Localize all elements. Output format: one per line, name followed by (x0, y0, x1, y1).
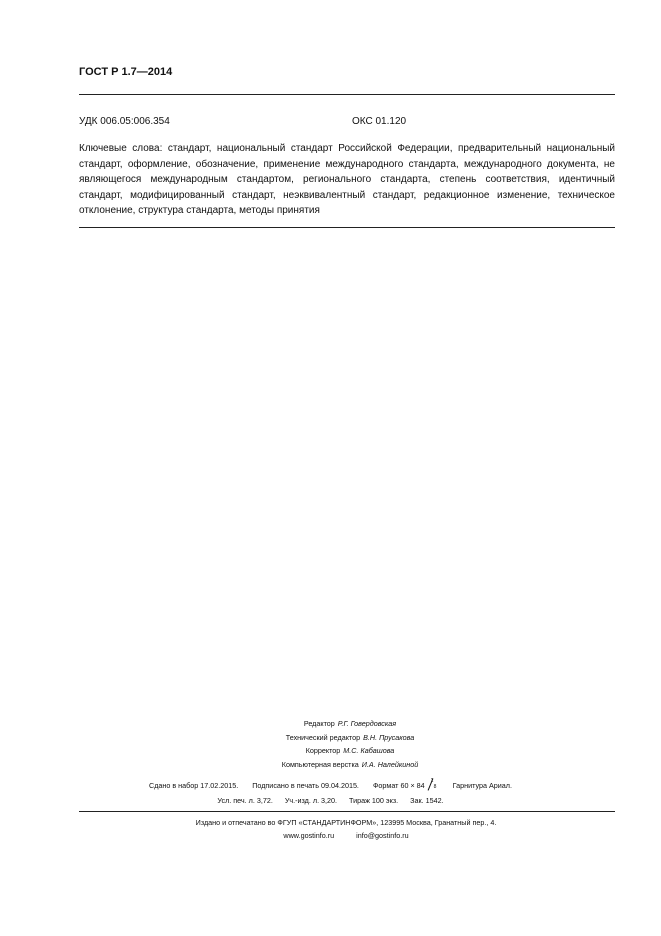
keywords-paragraph: Ключевые слова: стандарт, национальный стандарт Российской Федерации, предварительный национальный стандарт, оформление, обозначение, применение международного стандарта, международного документа, не являющегося международным стандартом, регионального стандарта, степень соответствия, идентичный стандарт, модифицированный стандарт, неэквивалентный стандарт, редакционное изменение, техническое отклонение, структура стандарта, методы принятия (79, 143, 615, 216)
order-number: Зак. 1542. (410, 796, 444, 805)
credits-block (210, 717, 490, 771)
top-divider (79, 94, 615, 95)
typeface: Гарнитура Ариал. (452, 781, 512, 790)
printing-line-1 (0, 780, 661, 790)
publisher-contacts (0, 831, 661, 840)
keywords-divider (79, 227, 615, 228)
credit-name: В.Н. Прусакова (363, 732, 415, 742)
credit-layout (210, 758, 490, 772)
oks-code: ОКС 01.120 (352, 116, 407, 127)
standard-code: ГОСТ Р 1.7—2014 (79, 66, 173, 78)
credit-role: Корректор (305, 746, 341, 755)
submitted-date: Сдано в набор 17.02.2015. (149, 781, 239, 790)
credit-editor (210, 717, 490, 731)
credit-name: М.С. Кабашова (343, 746, 395, 755)
publisher-line: Издано и отпечатано во ФГУП «СТАНДАРТИНФОРМ», 123995 Москва, Гранатный пер., 4. (195, 818, 497, 827)
udk-code: УДК 006.05:006.354 (79, 116, 170, 127)
credit-role: Редактор (303, 719, 335, 728)
email-link[interactable]: info@gostinfo.ru (356, 831, 409, 840)
signed-date: Подписано в печать 09.04.2015. (252, 781, 359, 790)
credit-role: Компьютерная верстка (281, 759, 359, 769)
paper-format: Формат 60 × 84 8 (373, 781, 439, 790)
website-link[interactable]: www.gostinfo.ru (283, 831, 335, 840)
credit-name: И.А. Налейкиной (361, 759, 419, 769)
credit-name: Р.Г. Говердовская (337, 719, 397, 728)
credit-tech-editor (210, 731, 490, 745)
print-run: Тираж 100 экз. (349, 796, 399, 805)
publisher-sheets: Уч.-изд. л. 3,20. (284, 796, 338, 805)
footer-divider (79, 811, 615, 812)
format-fraction: 8 (427, 780, 439, 790)
credit-corrector (210, 744, 490, 758)
print-sheets: Усл. печ. л. 3,72. (217, 796, 273, 805)
printing-line-2 (0, 796, 661, 805)
credit-role: Технический редактор (285, 732, 361, 742)
